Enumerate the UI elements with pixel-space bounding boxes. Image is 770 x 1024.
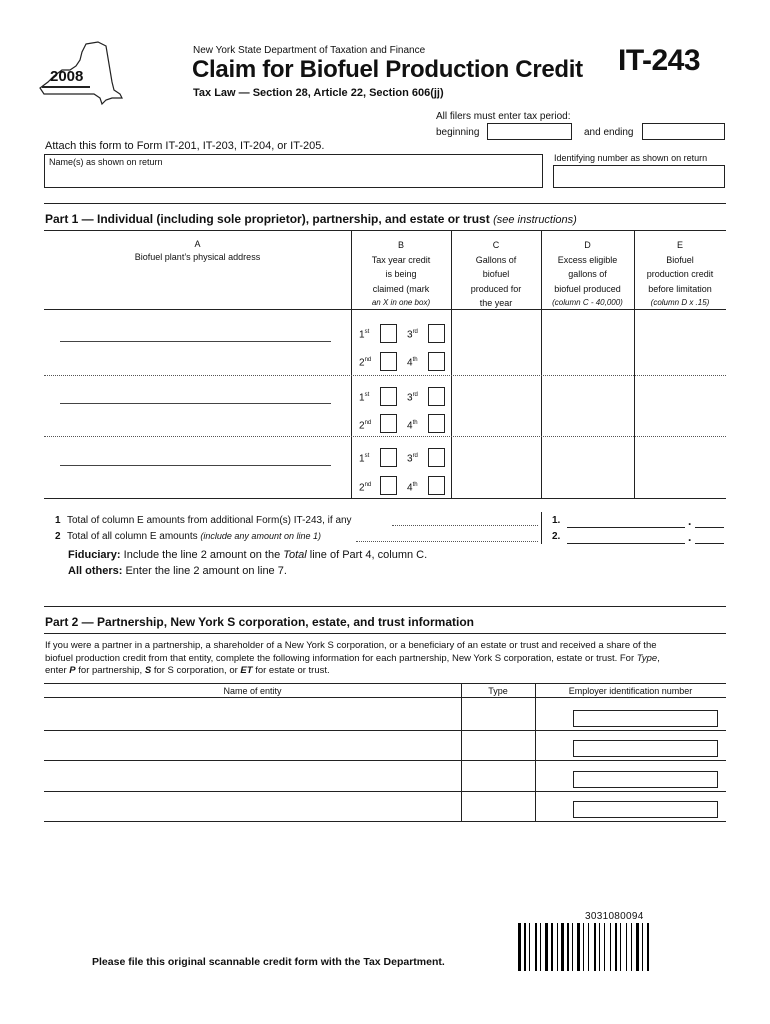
p2-row2-type-input[interactable] [463,732,533,759]
barcode-bar [636,923,639,971]
year-underline [42,86,90,88]
row2-q1-label [359,392,369,403]
line2-note: (include any amount on line 1) [200,531,321,541]
row3-q3-num: 3 [407,453,413,465]
column-d-line1: Excess eligible [557,254,618,265]
row-divider-1 [44,375,726,376]
p2-row-divider-2 [44,760,726,761]
row2-q4-suffix: th [412,420,418,426]
p2-row-divider-1 [44,730,726,731]
part1-title-text: Part 1 — Individual (including sole proprietor), partnership, and estate or trust [45,212,490,226]
p2-row-divider-3 [44,791,726,792]
part1-title-note: (see instructions) [493,214,577,226]
row1-q3-suffix: rd [412,329,418,335]
row3-q1-num: 1 [359,453,365,465]
row2-q2-label [359,420,371,431]
p2-table-bottom [44,821,726,822]
part2-para-line3 [45,665,725,678]
barcode-bar [610,923,611,971]
row2-q2-suffix: nd [364,420,372,426]
barcode-bar [583,923,584,971]
barcode-bar [642,923,643,971]
row1-address-input[interactable] [60,341,331,342]
p2-col-type-header: Type [488,686,508,696]
others-text: Enter the line 2 amount on line 7. [125,565,287,577]
column-a-header [44,238,351,264]
names-on-return-label: Name(s) as shown on return [49,157,163,167]
row1-q1-num: 1 [359,329,365,341]
p2-row2-ein-input[interactable] [573,740,718,757]
row2-q2-num: 2 [359,420,365,432]
row1-q4-label [407,357,418,368]
part2-estate-text: for estate or trust. [255,665,330,676]
p2-table-top [44,683,726,684]
column-b-letter: B [397,240,404,250]
row1-q4-checkbox[interactable] [428,352,445,371]
column-e-line2: production credit [646,269,714,279]
p2-header-bottom [44,697,726,698]
line1-text: Total of column E amounts from additional Form(s) IT-243, if any [67,515,352,526]
row2-q3-label [407,392,418,403]
column-e-line3: before limitation [648,283,712,294]
row2-address-input[interactable] [60,403,331,404]
part2-scorp-text: for S corporation, or [153,665,238,676]
line1-leader [392,525,538,526]
period-ending-input[interactable] [642,123,725,140]
barcode-bar [620,923,621,971]
barcode-bar [545,923,548,971]
line2-decimal-point: . [688,530,692,544]
barcode-bar [567,923,569,971]
p2-row1-name-input[interactable] [46,699,459,728]
filing-instruction: Please file this original scannable credit form with the Tax Department. [92,956,445,968]
row1-q3-num: 3 [407,329,413,341]
line2-number: 2 [55,531,61,542]
barcode-bar [647,923,649,971]
column-a-letter: A [194,239,201,249]
period-ending-label: and ending [584,127,634,138]
row3-q4-checkbox[interactable] [428,476,445,495]
fiduciary-instruction [68,549,427,561]
barcode-image [518,923,724,971]
fiduciary-text-b: line of Part 4, column C. [309,549,428,561]
row2-q4-label [407,420,418,431]
p2-row3-ein-input[interactable] [573,771,718,788]
p2-row4-ein-input[interactable] [573,801,718,818]
form-year: 2008 [50,68,84,85]
row3-q2-label [359,482,371,493]
fiduciary-label: Fiduciary: [68,549,121,561]
part2-title-underline [44,633,726,634]
barcode-bar [518,923,521,971]
p2-col-name-header: Name of entity [223,686,282,696]
column-d-line2: gallons of [568,269,607,279]
row3-q3-suffix: rd [412,453,418,459]
row2-q1-num: 1 [359,392,365,404]
part2-code-et: ET [240,665,253,676]
row3-q4-num: 4 [407,482,413,494]
barcode-bar [615,923,617,971]
barcode-bar [577,923,580,971]
part2-instructions [45,640,725,678]
others-label: All others: [68,565,123,577]
p2-row1-ein-input[interactable] [573,710,718,727]
column-b-header [351,238,451,311]
part1-rule [44,203,726,204]
part2-para-line2-text: biofuel production credit from that entity, complete the following information for each partnership, New York S corporation, estate or trust. For [45,652,635,664]
p2-row4-name-input[interactable] [46,793,459,820]
column-b-line1: Tax year credit [371,254,431,265]
table-bottom [44,498,726,499]
barcode-bar [626,923,627,971]
row2-q4-checkbox[interactable] [428,414,445,433]
others-instruction [68,565,287,577]
row2-q2-checkbox[interactable] [380,414,397,433]
barcode-bar [540,923,541,971]
line2-text-wrap [67,531,321,542]
column-d-header [541,238,634,311]
tax-period-label: All filers must enter tax period: [436,111,571,122]
line2-box-left [541,528,542,544]
row1-q1-label [359,329,369,340]
fiduciary-text-a: Include the line 2 amount on the [123,549,281,561]
row1-q3-label [407,329,418,340]
column-b-line4: an X in one box) [371,298,431,307]
column-b-line2: is being [385,269,417,279]
barcode-number: 3031080094 [585,911,644,922]
form-title: Claim for Biofuel Production Credit [192,56,583,83]
line2-box-label: 2. [552,531,561,542]
row2-q1-suffix: st [364,392,370,398]
column-a-label: Biofuel plant’s physical address [134,252,261,262]
part2-code-s: S [144,665,152,676]
agency-name: New York State Department of Taxation and Finance [193,45,426,56]
part2-para-line2-comma: , [657,652,660,664]
p2-row4-type-input[interactable] [463,793,533,820]
row1-q1-suffix: st [364,329,370,335]
period-beginning-input[interactable] [487,123,572,140]
row2-q3-num: 3 [407,392,413,404]
part2-para-line1: If you were a partner in a partnership, a shareholder of a New York S corporation, or a beneficiary of an estate or trust and received a share of the [45,640,657,651]
tax-law-reference: Tax Law — Section 28, Article 22, Section 606(jj) [193,87,444,99]
barcode-bar [529,923,530,971]
form-id: IT-243 [618,44,701,77]
row3-q1-checkbox[interactable] [380,448,397,467]
column-d-line4: (column C - 40,000) [552,298,623,307]
part2-code-p: P [69,665,76,676]
row1-q2-num: 2 [359,357,365,369]
p2-row1-type-input[interactable] [463,699,533,728]
column-d-line3: biofuel produced [554,283,621,294]
attach-instructions: Attach this form to Form IT-201, IT-203, IT-204, or IT-205. [45,140,325,152]
line1-cents-input[interactable] [695,527,724,528]
p2-row3-name-input[interactable] [46,762,459,790]
p2-row3-type-input[interactable] [463,762,533,790]
row1-q4-suffix: th [412,357,418,363]
identifying-number-label: Identifying number as shown on return [554,153,708,163]
barcode-bar [631,923,632,971]
p2-col-divider-2 [535,683,536,821]
line2-leader [356,541,538,542]
line2-amount-input[interactable] [567,543,685,544]
line1-amount-input[interactable] [567,527,685,528]
row3-q2-checkbox[interactable] [380,476,397,495]
barcode-bar [535,923,537,971]
barcode-bar [551,923,553,971]
row2-q1-checkbox[interactable] [380,387,397,406]
barcode-bar [604,923,605,971]
row1-q4-num: 4 [407,357,413,369]
row2-q3-checkbox[interactable] [428,387,445,406]
barcode-bar [557,923,558,971]
period-beginning-label: beginning [436,127,480,138]
row2-q3-suffix: rd [412,392,418,398]
row1-q2-suffix: nd [364,357,372,363]
part2-type-word: Type [636,652,658,664]
row1-q3-checkbox[interactable] [428,324,445,343]
barcode-bar [524,923,526,971]
line2-text: Total of all column E amounts [67,531,198,542]
part2-para-line2 [45,653,725,666]
part2-rule [44,606,726,607]
column-c-line2: biofuel [482,269,510,279]
row3-q2-num: 2 [359,482,365,494]
row3-q1-suffix: st [364,453,370,459]
line1-number: 1 [55,515,61,526]
barcode-bar [572,923,573,971]
p2-row2-name-input[interactable] [46,732,459,759]
barcode-bar [599,923,600,971]
row3-q2-suffix: nd [364,482,372,488]
part2-enter-word: enter [45,665,67,676]
part2-partnership-text: for partnership, [78,665,143,676]
table-top [44,230,726,231]
line1-box-label: 1. [552,515,561,526]
part1-title [45,212,577,226]
row3-q4-suffix: th [412,482,418,488]
row1-q2-checkbox[interactable] [380,352,397,371]
column-d-letter: D [584,240,591,250]
column-c-header [451,238,541,311]
row3-q3-checkbox[interactable] [428,448,445,467]
fiduciary-total: Total [283,549,307,561]
line1-decimal-point: . [688,514,692,528]
row2-q4-num: 4 [407,420,413,432]
column-c-line4: the year [479,298,513,308]
line2-cents-input[interactable] [695,543,724,544]
column-c-letter: C [492,240,500,250]
barcode-bar [561,923,564,971]
column-e-letter: E [676,240,683,250]
row-divider-2 [44,436,726,437]
barcode-bar [594,923,596,971]
part2-title: Part 2 — Partnership, New York S corporation, estate, and trust information [45,615,474,629]
column-b-line3: claimed (mark [372,283,430,294]
column-e-line1: Biofuel [666,254,694,265]
row3-address-input[interactable] [60,465,331,466]
barcode-bar [588,923,589,971]
p2-col-ein-header: Employer identification number [568,686,693,696]
row3-q3-label [407,453,418,464]
row1-q1-checkbox[interactable] [380,324,397,343]
line1-box-left [541,512,542,528]
row1-q2-label [359,357,371,368]
p2-col-divider-1 [461,683,462,821]
column-e-line4: (column D x .15) [650,298,710,307]
row3-q4-label [407,482,418,493]
identifying-number-input[interactable] [553,165,725,188]
column-c-line1: Gallons of [475,254,517,265]
column-c-line3: produced for [470,283,522,294]
column-e-header [634,238,726,311]
row3-q1-label [359,453,369,464]
